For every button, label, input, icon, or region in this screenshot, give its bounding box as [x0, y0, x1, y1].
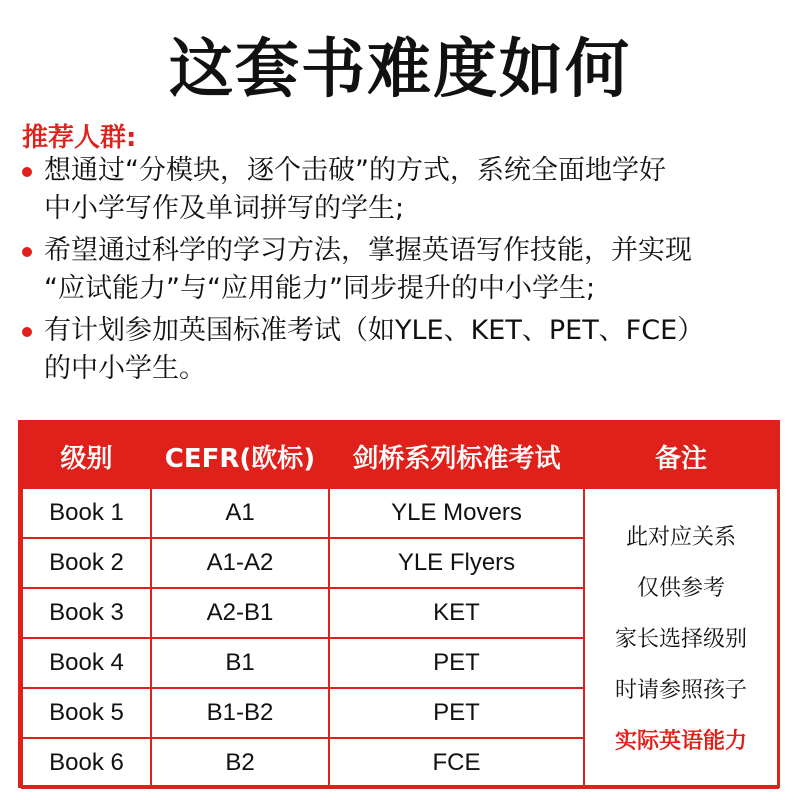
header-note: 备注: [584, 424, 778, 488]
recommend-item: [20, 152, 790, 228]
cell-note: [584, 488, 778, 788]
cell-exam: PET: [329, 638, 584, 688]
cell-level: Book 1: [22, 488, 151, 538]
recommend-item-line: 想通过“分模块，逐个击破”的方式，系统全面地学好: [44, 155, 666, 186]
header-cefr: CEFR(欧标): [151, 424, 329, 488]
cell-level: Book 5: [22, 688, 151, 738]
recommend-item: [20, 312, 790, 388]
note-line-emphasis: 实际英语能力: [614, 727, 747, 753]
note-line: 时请参照孩子: [614, 676, 747, 702]
recommend-item-line: 的中小学生。: [44, 353, 206, 384]
table-header-row: [22, 424, 778, 488]
recommend-item-line: “应试能力”与“应用能力”同步提升的中小学生;: [44, 273, 596, 304]
cell-level: Book 2: [22, 538, 151, 588]
recommend-list: [20, 152, 790, 392]
cell-exam: PET: [329, 688, 584, 738]
cell-exam: FCE: [329, 738, 584, 788]
cell-exam: YLE Flyers: [329, 538, 584, 588]
note-line: 仅供参考: [636, 574, 725, 600]
cell-cefr: B2: [151, 738, 329, 788]
level-table: [18, 420, 780, 788]
recommend-item-line: 中小学写作及单词拼写的学生;: [44, 193, 405, 224]
cell-level: Book 6: [22, 738, 151, 788]
cell-cefr: B1: [151, 638, 329, 688]
bullet-dot-icon: [22, 327, 32, 337]
note-line: 家长选择级别: [614, 625, 747, 651]
recommend-item-line: 希望通过科学的学习方法，掌握英语写作技能，并实现: [44, 235, 692, 266]
cell-level: Book 4: [22, 638, 151, 688]
page-title: 这套书难度如何: [169, 33, 631, 107]
bullet-dot-icon: [22, 247, 32, 257]
table-row: [22, 488, 778, 538]
cell-exam: YLE Movers: [329, 488, 584, 538]
cell-exam: KET: [329, 588, 584, 638]
cell-cefr: A1-A2: [151, 538, 329, 588]
recommend-item: [20, 232, 790, 308]
cell-cefr: B1-B2: [151, 688, 329, 738]
recommend-label: 推荐人群:: [22, 123, 137, 153]
recommend-item-line: 有计划参加英国标准考试（如YLE、KET、PET、FCE）: [44, 315, 705, 346]
cell-level: Book 3: [22, 588, 151, 638]
note-line: 此对应关系: [625, 523, 736, 549]
header-level: 级别: [22, 424, 151, 488]
cell-cefr: A2-B1: [151, 588, 329, 638]
bullet-dot-icon: [22, 167, 32, 177]
header-exam: 剑桥系列标准考试: [329, 424, 584, 488]
cell-cefr: A1: [151, 488, 329, 538]
